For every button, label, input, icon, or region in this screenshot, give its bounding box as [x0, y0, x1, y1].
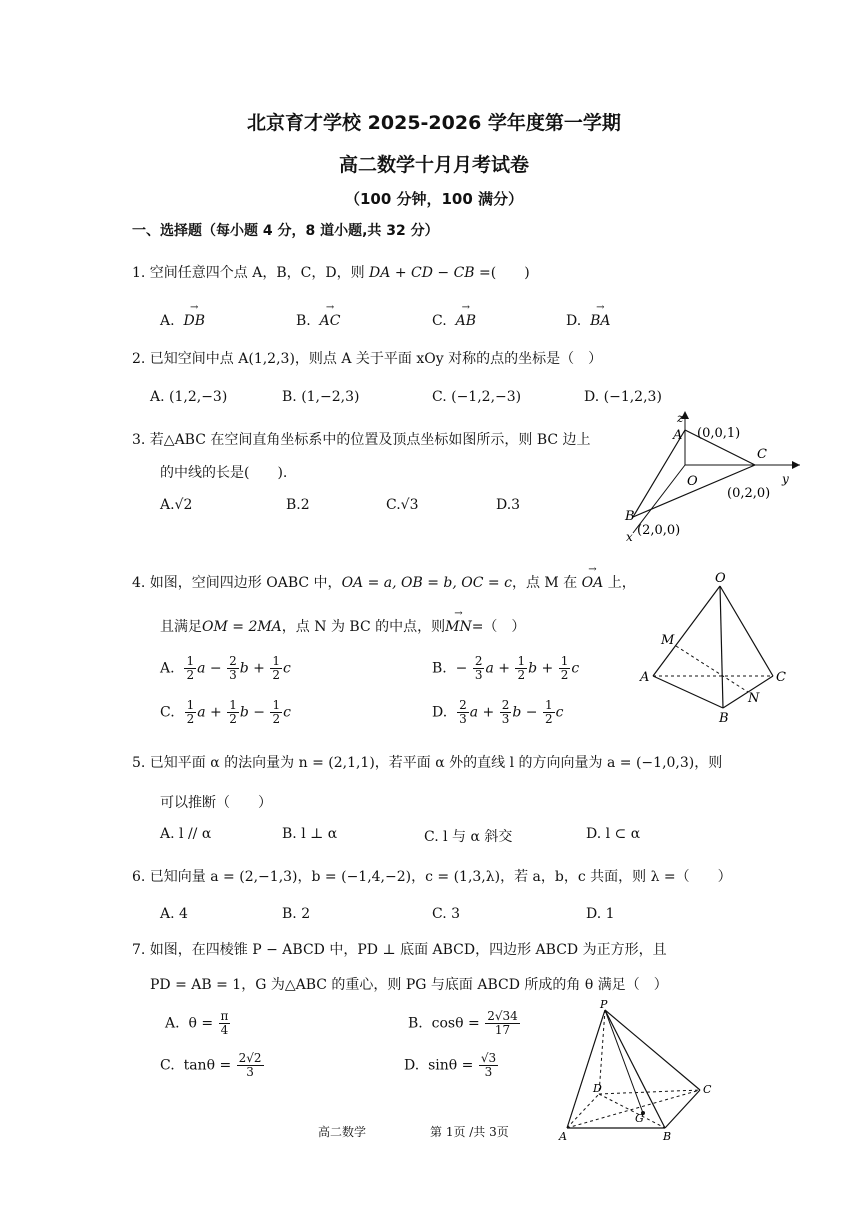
edge-DC [599, 1090, 700, 1094]
fig4-label-N: N [748, 691, 760, 706]
fig3-label-C: C [757, 447, 767, 462]
question-2: 2. 已知空间中点 A(1,2,3)，则点 A 关于平面 xOy 对称的点的坐标是（ ） [132, 351, 603, 367]
q3-coordinate-figure [615, 405, 810, 545]
question-3-line2: 的中线的长是( ). [160, 465, 288, 481]
fig3-label-A: A [673, 428, 683, 443]
q1-expression: DA + CD − CB [369, 265, 475, 281]
q2-option-d: D. (−1,2,3) [584, 389, 662, 405]
fig7-label-G: G [635, 1112, 644, 1125]
fig7-label-A: A [559, 1130, 567, 1143]
diagonal-DB [599, 1094, 665, 1128]
question-7-line2: PD = AB = 1，G 为△ABC 的重心，则 PG 与底面 ABCD 所成的角 θ 满足（ ） [150, 977, 668, 993]
question-4-line1: 4. 如图，空间四边形 OABC 中，OA = a, OB = b, OC = c，点 M 在 → OA 上， [132, 572, 636, 592]
exam-subtitle: 高二数学十月月考试卷 [338, 154, 529, 176]
q4-tetrahedron-figure [635, 568, 795, 728]
fig7-label-P: P [600, 998, 608, 1011]
fig7-label-B: B [663, 1130, 672, 1143]
exam-note: （100 分钟，100 满分） [344, 190, 524, 208]
q3-option-c: C.√3 [386, 497, 419, 513]
edge-BC [665, 1090, 700, 1128]
edge-AB [633, 430, 685, 517]
q1-stem: 1. 空间任意四个点 A，B，C，D，则 [132, 265, 365, 281]
q4-option-d: D. $\frac{2}{3}$ a + $\frac{2}{3}$ b − $\frac{1}{2}$ c [432, 698, 564, 726]
q6-option-a: A. 4 [160, 906, 188, 922]
edge-AB [653, 676, 723, 708]
fig3-label-O: O [687, 474, 698, 489]
fig4-label-B: B [719, 711, 729, 726]
footer-subject: 高二数学 [318, 1125, 367, 1139]
q7-option-d: D. sinθ = $\frac{√3}{3}$ [404, 1051, 497, 1079]
q4-option-a: A. $\frac{1}{2}$ a − $\frac{2}{3}$ b + $\frac{1}{2}$ c [160, 654, 291, 682]
q1-option-c: C. → AB [432, 313, 476, 329]
q6-option-c: C. 3 [432, 906, 461, 922]
edge-PB [605, 1010, 665, 1128]
q7-pyramid-figure [555, 998, 730, 1148]
fig3-label-z: z [677, 411, 684, 425]
question-5-line1: 5. 已知平面 α 的法向量为 n = (2,1,1)，若平面 α 外的直线 l 的方向向量为 a = (−1,0,3)，则 [132, 755, 723, 771]
question-4-line2: 且满足OM = 2MA，点 N 为 BC 的中点，则→ MN=（ ） [160, 616, 525, 636]
fig3-label-y: y [782, 472, 789, 486]
q4-option-c: C. $\frac{1}{2}$ a + $\frac{1}{2}$ b − $\frac{1}{2}$ c [160, 698, 291, 726]
q5-option-a: A. l // α [160, 826, 212, 842]
fig3-coord-B: (2,0,0) [637, 523, 681, 538]
q1-tail: =( ) [479, 265, 530, 281]
fig3-coord-A: (0,0,1) [697, 426, 741, 441]
q1-option-d: D. → BA [566, 313, 611, 329]
fig3-coord-C: (0,2,0) [727, 486, 771, 501]
edge-AD [567, 1094, 599, 1128]
q7-option-c: C. tanθ = $\frac{2√2}{3}$ [160, 1051, 262, 1079]
fig4-label-A: A [640, 670, 650, 685]
edge-OB [720, 586, 723, 708]
q5-option-d: D. l ⊂ α [586, 826, 641, 842]
q5-option-b: B. l ⊥ α [282, 826, 338, 842]
edge-OA [653, 586, 720, 676]
footer-page-number: 第 1页 /共 3页 [430, 1125, 509, 1139]
exam-title: 北京育才学校 2025-2026 学年度第一学期 [247, 112, 621, 134]
diagonal-AC [567, 1090, 700, 1128]
question-1 [132, 262, 530, 282]
fig3-label-B: B [625, 509, 635, 524]
question-6: 6. 已知向量 a = (2,−1,3)，b = (−1,4,−2)，c = (1,3,λ)，若 a，b，c 共面，则 λ =（ ） [132, 869, 732, 885]
q3-option-d: D.3 [496, 497, 521, 513]
y-axis-arrow-icon [792, 461, 800, 469]
q4-vector-defs: OA = a, OB = b, OC = c [341, 575, 512, 591]
q6-option-d: D. 1 [586, 906, 615, 922]
edge-OC [720, 586, 773, 676]
fig4-label-C: C [776, 670, 786, 685]
question-3-line1: 3. 若△ABC 在空间直角坐标系中的位置及顶点坐标如图所示，则 BC 边上 [132, 432, 591, 448]
q7-option-a: A. θ = $\frac{\pi}{4}$ [165, 1009, 229, 1037]
section-heading: 一、选择题（每小题 4 分，8 道小题,共 32 分） [132, 223, 439, 239]
fig4-label-O: O [715, 571, 726, 586]
fig7-label-D: D [593, 1082, 602, 1095]
q1-option-a: A. → DB [160, 313, 205, 329]
fig3-label-x: x [626, 530, 633, 544]
question-7-line1: 7. 如图，在四棱锥 P − ABCD 中，PD ⊥ 底面 ABCD，四边形 ABCD 为正方形，且 [132, 942, 667, 958]
q5-option-c: C. l 与 α 斜交 [424, 829, 513, 845]
q6-option-b: B. 2 [282, 906, 311, 922]
segment-MN [676, 646, 748, 692]
edge-PA [567, 1010, 605, 1128]
q7-option-b: B. cosθ = $\frac{2√34}{17}$ [408, 1009, 518, 1037]
q4-option-b: B. − $\frac{2}{3}$ a + $\frac{1}{2}$ b + $\frac{1}{2}$ c [432, 654, 580, 682]
q1-option-b: B. → AC [296, 313, 340, 329]
q3-option-a: A.√2 [160, 497, 193, 513]
question-5-line2: 可以推断（ ） [160, 795, 272, 811]
q2-option-c: C. (−1,2,−3) [432, 389, 522, 405]
fig7-label-C: C [703, 1083, 712, 1096]
fig4-label-M: M [661, 633, 675, 648]
q2-option-b: B. (1,−2,3) [282, 389, 360, 405]
q2-option-a: A. (1,2,−3) [150, 389, 228, 405]
q3-option-b: B.2 [286, 497, 310, 513]
